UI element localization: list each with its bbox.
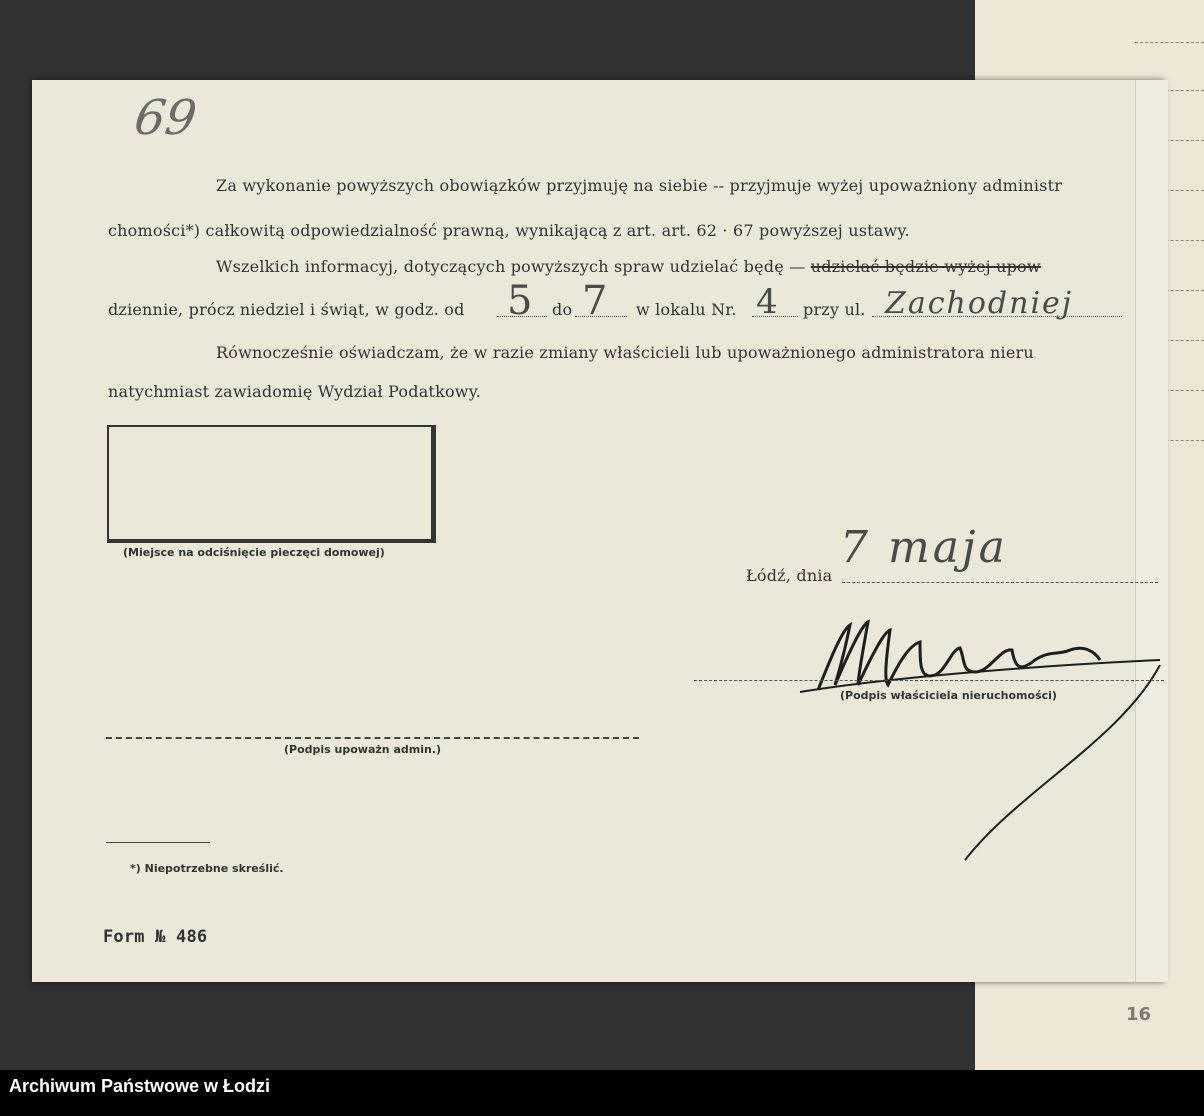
footnote-rule: [106, 842, 210, 843]
hour-from-value: 5: [507, 278, 533, 324]
archive-footer: [0, 1070, 1204, 1116]
stamp-box: [107, 425, 436, 543]
street-label: przy ul.: [803, 300, 866, 319]
street-value: Zachodniej: [885, 286, 1074, 321]
paragraph-2-text: Wszelkich informacyj, dotyczących powyższych spraw udzielać będę —: [216, 257, 806, 276]
stamp-caption: (Miejsce na odciśnięcie pieczęci domowej): [123, 546, 385, 559]
to-label: do: [552, 300, 573, 319]
paragraph-2-line-2-prefix: dziennie, prócz niedziel i świąt, w godz. od: [108, 300, 465, 319]
paper-edge: [1135, 80, 1168, 982]
archive-name: Archiwum Państwowe w Łodzi: [9, 1076, 271, 1096]
date-line: [842, 582, 1158, 583]
owner-signature-caption: (Podpis właściciela nieruchomości): [840, 689, 1057, 702]
hour-to-value: 7: [582, 278, 608, 324]
form-number: Form № 486: [103, 927, 208, 947]
page-number: 69: [131, 90, 201, 146]
handwritten-date: 7 maja: [840, 522, 1008, 573]
admin-signature-line: [106, 737, 639, 739]
room-number-value: 4: [756, 282, 778, 322]
admin-signature-caption: (Podpis upoważn admin.): [284, 743, 442, 756]
paragraph-1-line-1: Za wykonanie powyższych obowiązków przyjmuję na siebie -- przyjmuje wyżej upoważniony administr: [216, 176, 1063, 195]
paragraph-3-line-1: Równocześnie oświadczam, że w razie zmiany właścicieli lub upoważnionego administratora nieru: [216, 343, 1034, 362]
paragraph-3-line-2: natychmiast zawiadomię Wydział Podatkowy.: [108, 382, 482, 401]
underlying-page-number: 16: [1126, 1004, 1152, 1025]
paragraph-1-line-2: chomości*) całkowitą odpowiedzialność prawną, wynikającą z art. art. 62 · 67 powyższej ustawy.: [108, 221, 910, 240]
struck-text: udzielać będzie wyżej upow: [810, 257, 1041, 276]
owner-signature-line: [694, 680, 1164, 681]
room-label: w lokalu Nr.: [636, 300, 737, 319]
place-date-label: Łódź, dnia: [746, 566, 833, 585]
footnote: *) Niepotrzebne skreślić.: [130, 862, 284, 875]
paragraph-2-line-1: [216, 257, 1126, 276]
